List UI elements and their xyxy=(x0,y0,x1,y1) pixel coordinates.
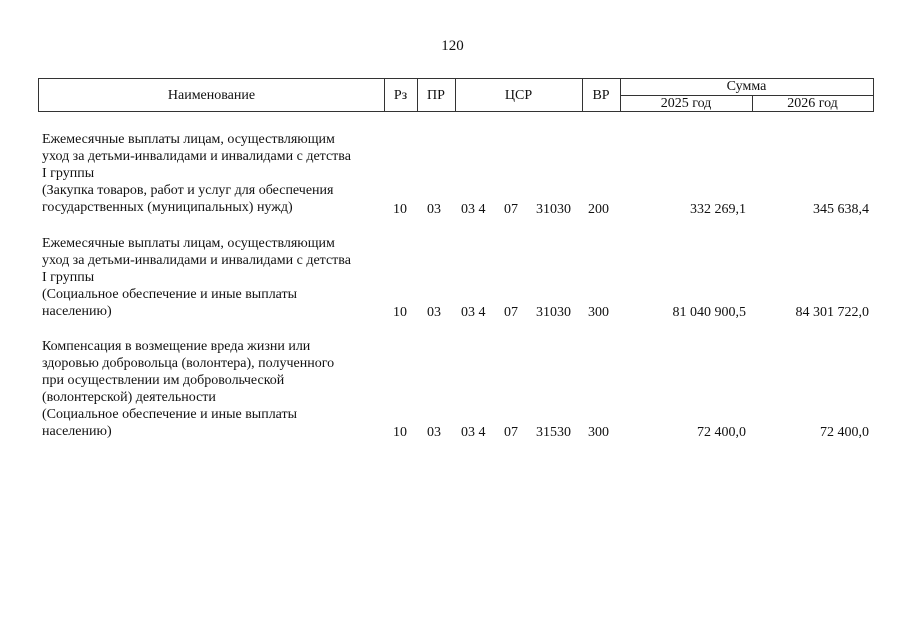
row-pr: 03 xyxy=(427,305,441,320)
row-csr-direction: 31530 xyxy=(536,425,571,440)
row-name-line: уход за детьми-инвалидами и инвалидами с детства xyxy=(42,149,351,164)
row-name-line: здоровью добровольца (волонтера), полученного xyxy=(42,356,335,371)
row-pr: 03 xyxy=(427,202,441,217)
row-pr: 03 xyxy=(427,425,441,440)
row-name-line: Компенсация в возмещение вреда жизни или xyxy=(42,339,311,354)
row-name-line: I группы xyxy=(42,270,95,285)
row-csr-subprogram: 07 xyxy=(504,425,518,440)
row-vr: 200 xyxy=(588,202,609,217)
row-sum-2026: 345 638,4 xyxy=(813,202,869,217)
row-name-line: уход за детьми-инвалидами и инвалидами с детства xyxy=(42,253,351,268)
row-name-line: населению) xyxy=(42,304,112,319)
header-sum: Сумма xyxy=(726,79,767,94)
row-name xyxy=(42,131,387,216)
header-vr: ВР xyxy=(592,88,610,103)
row-csr-direction: 31030 xyxy=(536,202,571,217)
row-name xyxy=(42,338,387,440)
row-csr-program: 03 4 xyxy=(461,202,486,217)
page-number: 120 xyxy=(441,38,464,54)
row-name-line: при осуществлении им добровольческой xyxy=(42,373,285,388)
header-rz: Рз xyxy=(393,88,408,103)
row-name-line: (Закупка товаров, работ и услуг для обеспечения xyxy=(42,183,334,198)
row-csr-subprogram: 07 xyxy=(504,202,518,217)
header-year-2026: 2026 год xyxy=(787,96,838,111)
row-csr-subprogram: 07 xyxy=(504,305,518,320)
row-name-line: I группы xyxy=(42,166,95,181)
row-rz: 10 xyxy=(393,305,407,320)
header-name: Наименование xyxy=(167,88,256,103)
row-name-line: государственных (муниципальных) нужд) xyxy=(42,200,293,215)
row-name xyxy=(42,235,387,320)
row-sum-2025: 72 400,0 xyxy=(697,425,746,440)
table-header xyxy=(38,78,874,112)
row-sum-2025: 332 269,1 xyxy=(690,202,746,217)
row-name-line: Ежемесячные выплаты лицам, осуществляющим xyxy=(42,132,335,147)
header-pr: ПР xyxy=(427,88,445,103)
row-name-line: (Социальное обеспечение и иные выплаты xyxy=(42,287,298,302)
row-name-line: Ежемесячные выплаты лицам, осуществляющим xyxy=(42,236,335,251)
row-name-line: (волонтерской) деятельности xyxy=(42,390,216,405)
header-csr: ЦСР xyxy=(504,88,533,103)
row-csr-program: 03 4 xyxy=(461,425,486,440)
row-name-line: (Социальное обеспечение и иные выплаты xyxy=(42,407,298,422)
row-sum-2026: 72 400,0 xyxy=(820,425,869,440)
row-sum-2025: 81 040 900,5 xyxy=(672,305,746,320)
row-rz: 10 xyxy=(393,202,407,217)
row-csr-program: 03 4 xyxy=(461,305,486,320)
row-rz: 10 xyxy=(393,425,407,440)
row-vr: 300 xyxy=(588,305,609,320)
row-name-line: населению) xyxy=(42,424,112,439)
row-vr: 300 xyxy=(588,425,609,440)
row-sum-2026: 84 301 722,0 xyxy=(795,305,869,320)
header-year-2025: 2025 год xyxy=(660,96,712,111)
row-csr-direction: 31030 xyxy=(536,305,571,320)
